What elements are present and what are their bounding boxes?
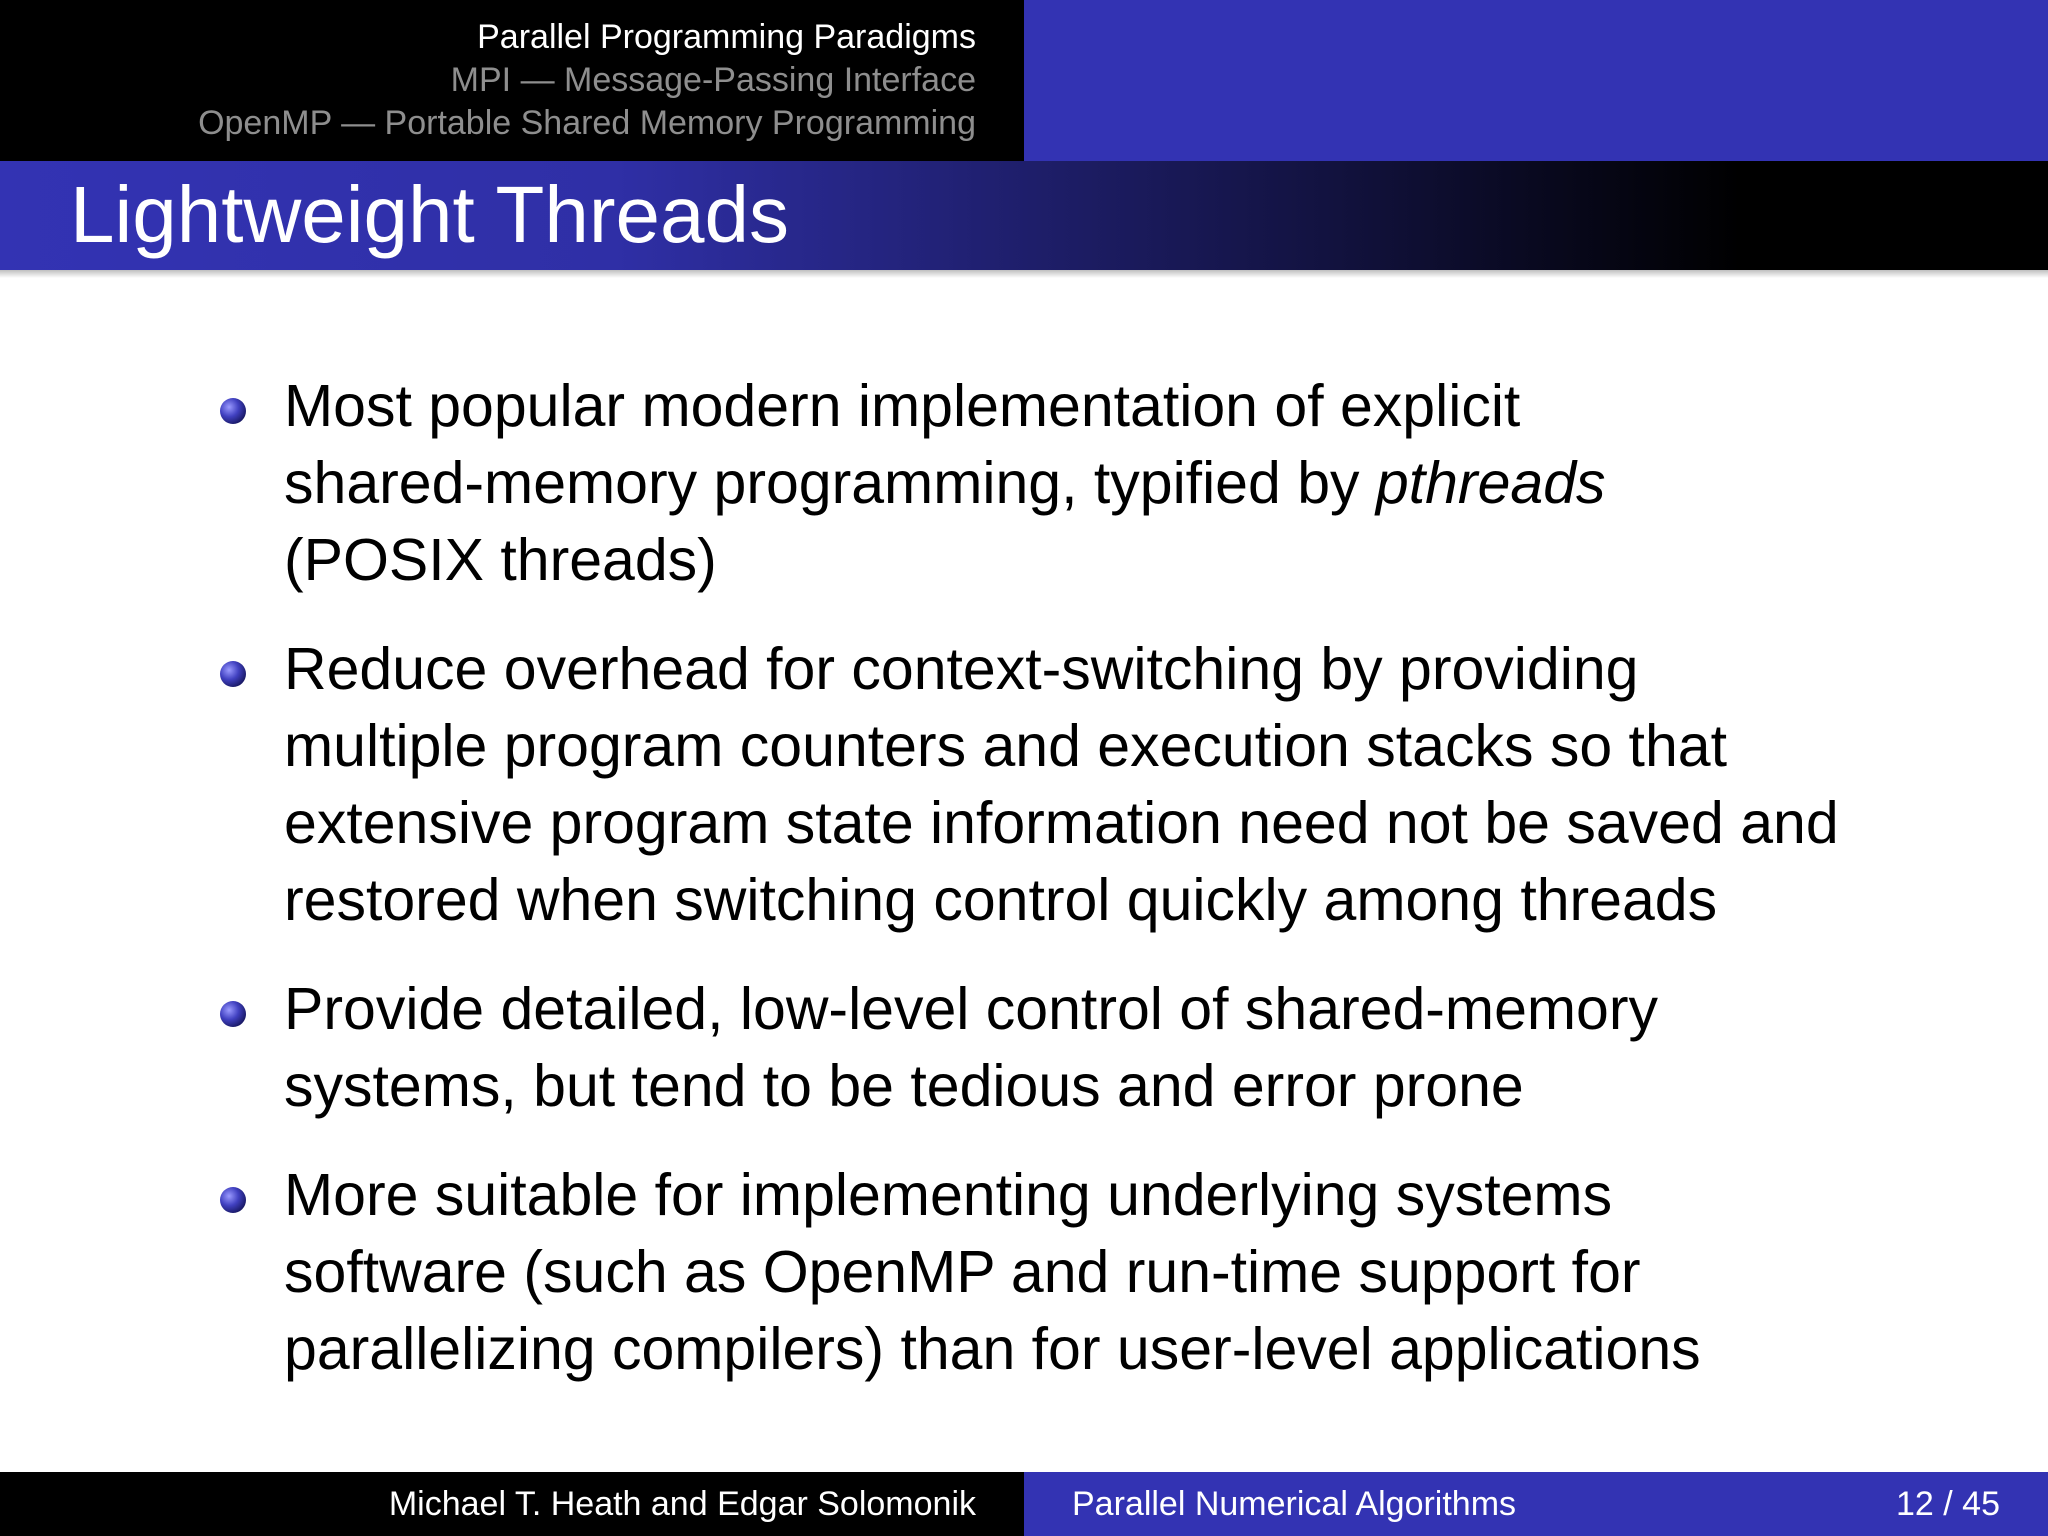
bullet-line: restored when switching control quickly among threads — [284, 867, 1718, 933]
footer-bar — [0, 1472, 2048, 1536]
pthreads-emphasis: pthreads — [1375, 450, 1606, 516]
bullet-line: extensive program state information need not be saved and — [284, 790, 1839, 856]
footer-authors: Michael T. Heath and Edgar Solomonik — [388, 1484, 976, 1523]
bullet-item — [220, 368, 1920, 599]
bullet-item — [220, 1157, 1920, 1388]
frame-title: Lightweight Threads — [70, 170, 789, 259]
bullet-line: systems, but tend to be tedious and error prone — [284, 1053, 1524, 1119]
bullet-line: parallelizing compilers) than for user-level applications — [284, 1316, 1701, 1382]
bullet-ball-icon — [220, 1001, 246, 1027]
headline-right-panel — [1024, 0, 2048, 161]
section-navigation — [0, 0, 1024, 161]
footer-page-number: 12 / 45 — [1896, 1484, 2000, 1523]
bullet-line: software (such as OpenMP and run-time support for — [284, 1239, 1641, 1305]
bullet-ball-icon — [220, 1187, 246, 1213]
bullet-line: (POSIX threads) — [284, 527, 717, 593]
bullet-line: multiple program counters and execution stacks so that — [284, 713, 1727, 779]
bullet-text — [284, 1157, 1920, 1388]
bullet-text — [284, 631, 1920, 939]
bullet-line: shared-memory programming, typified by — [284, 450, 1376, 516]
footer-right — [1024, 1472, 2048, 1536]
headline-bar — [0, 0, 2048, 161]
slide-content — [220, 368, 1920, 1420]
nav-section-parallel-paradigms[interactable]: Parallel Programming Paradigms — [477, 18, 976, 56]
nav-subsection-openmp[interactable]: OpenMP — Portable Shared Memory Programming — [198, 104, 976, 142]
bullet-text — [284, 971, 1920, 1125]
bullet-ball-icon — [220, 661, 246, 687]
footer-course-title: Parallel Numerical Algorithms — [1072, 1484, 1517, 1523]
footer-left — [0, 1472, 1024, 1536]
bullet-line: Provide detailed, low-level control of shared-memory — [284, 976, 1658, 1042]
bullet-item — [220, 971, 1920, 1125]
frame-title-bar — [0, 161, 2048, 270]
nav-subsection-mpi[interactable]: MPI — Message-Passing Interface — [450, 61, 976, 99]
bullet-text — [284, 368, 1920, 599]
frame-title-shadow — [0, 270, 2048, 278]
bullet-item — [220, 631, 1920, 939]
bullet-ball-icon — [220, 398, 246, 424]
bullet-line: Most popular modern implementation of explicit — [284, 373, 1521, 439]
bullet-line: More suitable for implementing underlying systems — [284, 1162, 1613, 1228]
bullet-line: Reduce overhead for context-switching by providing — [284, 636, 1639, 702]
